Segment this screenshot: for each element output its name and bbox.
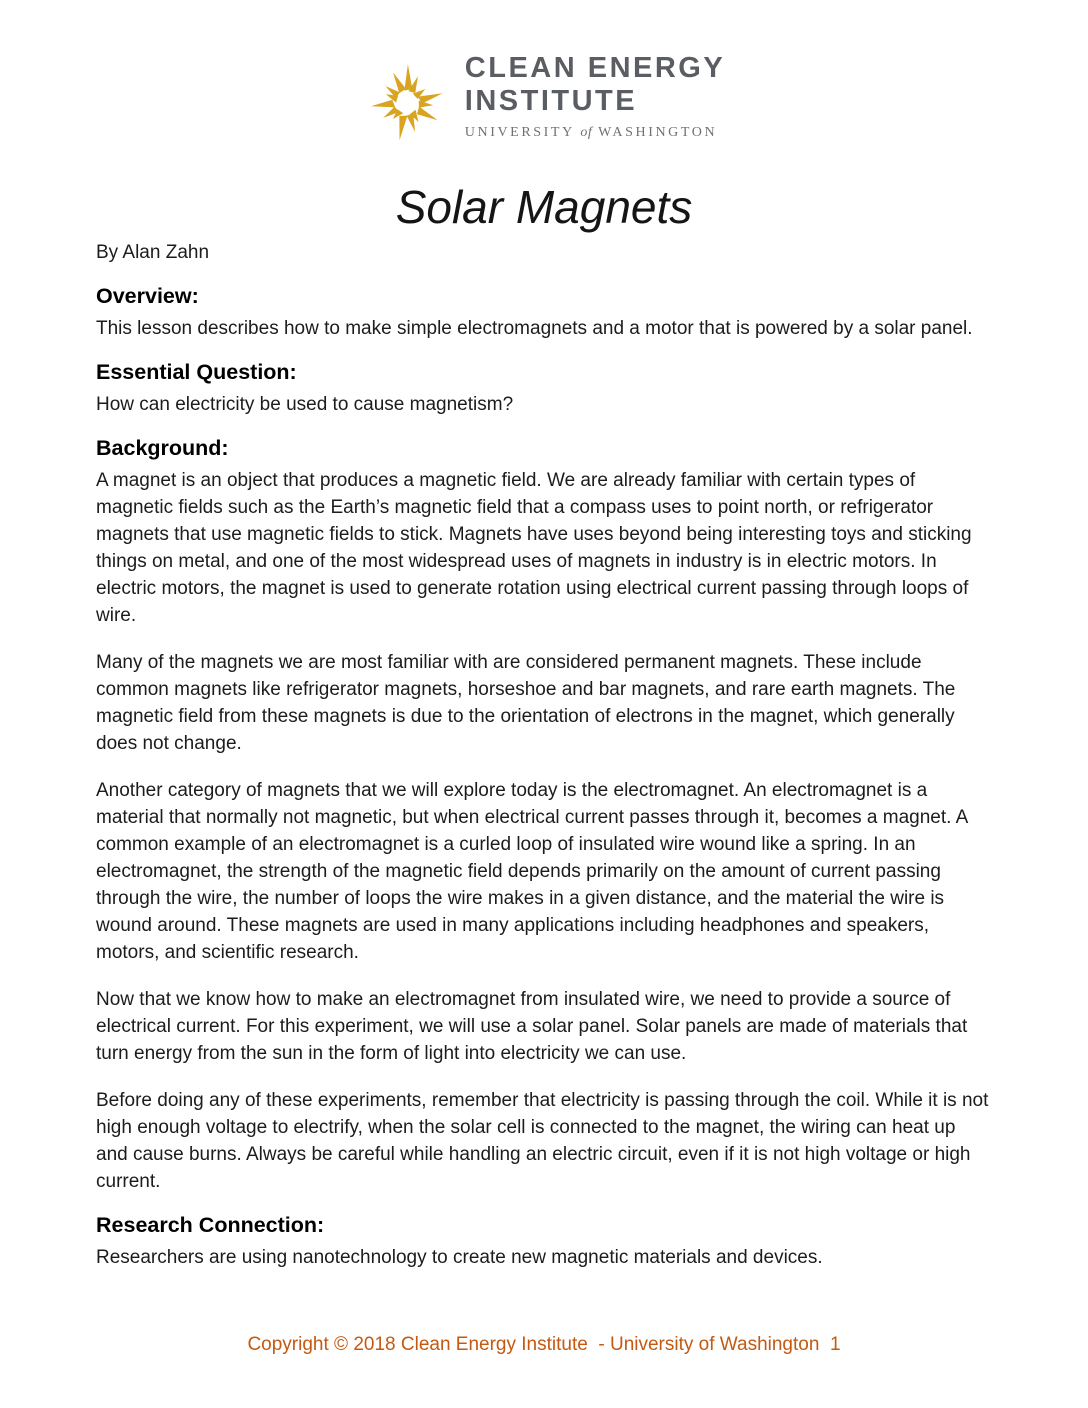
logo-name-line1: CLEAN ENERGY: [464, 52, 726, 84]
background-paragraph-3: Another category of magnets that we will explore today is the electromagnet. An electromagnet is a material that normally not magnetic, but when electrical current passes through it, becomes a magnet. A common example of an electromagnet is a curled loop of insulated wire wound like a spring. In an electromagnet, the strength of the magnetic field depends primarily on the amount of current passing through the wire, the number of loops the wire makes in a given distance, and the material the wire is wound around. These magnets are used in many applications including headphones and speakers, motors, and scientific research.: [96, 780, 968, 963]
section-overview: [96, 282, 992, 342]
byline: By Alan Zahn: [96, 242, 210, 263]
overview-paragraph: This lesson describes how to make simple electromagnets and a motor that is powered by a solar panel.: [96, 318, 973, 339]
logo-text: [465, 52, 725, 141]
essential-question-heading: Essential Question:: [96, 360, 297, 384]
research-connection-paragraph: Researchers are using nanotechnology to create new magnetic materials and devices.: [96, 1247, 823, 1268]
logo-university: [465, 125, 725, 141]
background-paragraph-1: A magnet is an object that produces a magnetic field. We are already familiar with certain types of magnetic fields such as the Earth’s magnetic field that a compass uses to point north, or refrigerator magnets that use magnetic fields to stick. Magnets have uses beyond being interesting toys and sticking things on metal, and one of the most widespread uses of magnets in industry is in electric motors. In electric motors, the magnet is used to generate rotation using electrical current passing through loops of wire.: [96, 470, 972, 626]
background-paragraph-2: Many of the magnets we are most familiar with are considered permanent magnets. These include common magnets like refrigerator magnets, horseshoe and bar magnets, and rare earth magnets. The magnetic field from these magnets is due to the orientation of electrons in the magnet, which generally does not change.: [96, 652, 956, 754]
background-heading: Background:: [96, 436, 229, 460]
clean-energy-institute-logo: [96, 52, 992, 157]
page-title: Solar Magnets: [395, 181, 693, 233]
logo-name-line2: INSTITUTE: [464, 85, 638, 117]
logo-university-post: WASHINGTON: [598, 125, 718, 140]
background-paragraph-4: Now that we know how to make an electromagnet from insulated wire, we need to provide a source of electrical current. For this experiment, we will use a solar panel. Solar panels are made of materials that turn energy from the sun in the form of light into electricity we can use.: [96, 989, 968, 1064]
essential-question-paragraph: How can electricity be used to cause magnetism?: [96, 394, 514, 415]
section-research-connection: [96, 1211, 992, 1271]
background-paragraph-5: Before doing any of these experiments, remember that electricity is passing through the coil. While it is not high enough voltage to electrify, when the solar cell is connected to the magnet, the wiring can heat up and cause burns. Always be careful while handling an electric circuit, even if it is not high voltage or high current.: [96, 1090, 989, 1192]
section-background: [96, 434, 992, 1195]
section-essential-question: [96, 358, 992, 418]
sunburst-icon: [363, 54, 451, 157]
overview-heading: Overview:: [96, 284, 199, 308]
page-footer-copyright: Copyright © 2018 Clean Energy Institute - University of Washington 1: [247, 1334, 841, 1355]
research-connection-heading: Research Connection:: [96, 1213, 325, 1237]
logo-university-pre: UNIVERSITY: [464, 125, 575, 140]
logo-university-of: of: [580, 125, 593, 140]
